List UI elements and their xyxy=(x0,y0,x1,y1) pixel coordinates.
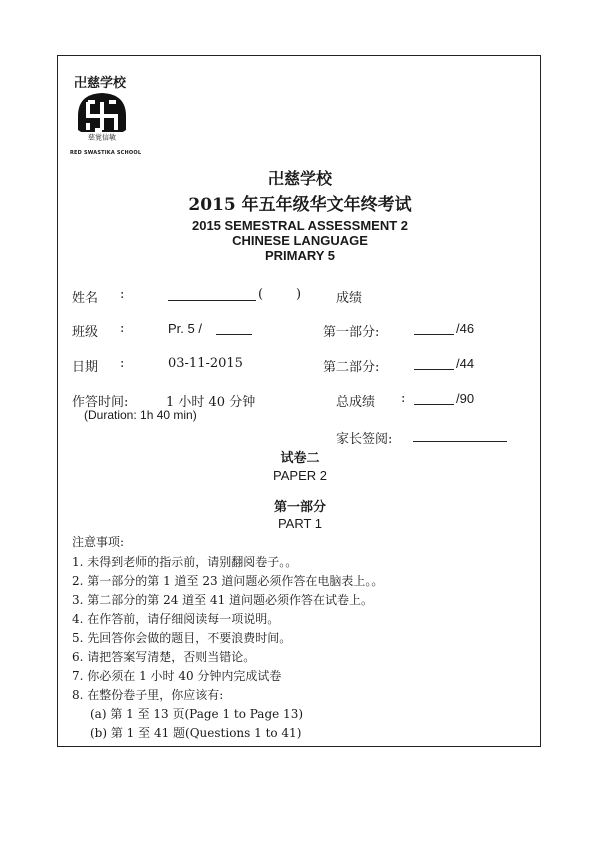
exam-title-en: 2015 SEMESTRAL ASSESSMENT 2 xyxy=(191,218,408,233)
total-label: 总成绩 xyxy=(336,395,376,410)
instruction-item: 6. 请把答案写清楚，否则当错论。 xyxy=(72,650,256,664)
register-number-open: ( xyxy=(258,287,264,302)
score-label: 成绩 xyxy=(336,291,363,306)
total-colon: : xyxy=(401,391,406,406)
instruction-item: 3. 第二部分的第 24 道至 41 道问题必须作答在试卷上。 xyxy=(72,593,374,607)
class-label: 班级 xyxy=(72,325,99,340)
date-value: 03-11-2015 xyxy=(168,356,243,371)
time-label: 作答时间: xyxy=(72,395,129,410)
part1-label: 第一部分: xyxy=(323,325,380,340)
logo-motto: 慈覚信敏 xyxy=(88,133,116,142)
school-title: 卍慈学校 xyxy=(267,169,332,188)
part2-label: 第二部分: xyxy=(323,360,380,375)
instruction-item: 5. 先回答你会做的题目，不要浪费时间。 xyxy=(72,631,292,645)
part2-blank[interactable] xyxy=(414,356,454,374)
instructions-title: 注意事项: xyxy=(72,535,125,549)
date-label: 日期 xyxy=(72,360,99,375)
duration-en: (Duration: 1h 40 min) xyxy=(84,408,197,422)
instructions xyxy=(72,533,383,743)
part-title-cn: 第一部分 xyxy=(273,500,326,515)
part2-total: /44 xyxy=(456,356,475,371)
part1-blank[interactable] xyxy=(414,321,454,339)
instruction-item: 1. 未得到老师的指示前，请别翻阅卷子。。 xyxy=(72,555,298,569)
instruction-item: 8. 在整份卷子里，你应该有: xyxy=(72,688,224,702)
total-total: /90 xyxy=(456,391,475,406)
part1-total: /46 xyxy=(456,321,475,336)
name-label: 姓名 xyxy=(72,291,99,306)
name-colon: : xyxy=(120,287,125,302)
total-blank[interactable] xyxy=(414,391,454,409)
class-blank[interactable] xyxy=(216,321,252,339)
swastika-emblem-icon xyxy=(74,90,130,146)
register-number-close: ) xyxy=(296,287,302,302)
instruction-item: 4. 在作答前，请仔细阅读每一项说明。 xyxy=(72,612,280,626)
exam-title-cn: 2015 年五年级华文年终考试 xyxy=(188,195,412,215)
school-logo xyxy=(70,68,150,163)
level-title: PRIMARY 5 xyxy=(264,248,336,263)
instruction-item: 2. 第一部分的第 1 道至 23 道问题必须作答在电脑表上。。 xyxy=(72,574,384,588)
name-blank[interactable] xyxy=(168,287,256,305)
logo-school-name: 卍慈学校 xyxy=(74,76,127,91)
logo-school-name-en: RED SWASTIKA SCHOOL xyxy=(70,150,142,156)
class-colon: : xyxy=(120,321,125,336)
parent-signature-blank[interactable] xyxy=(413,428,507,446)
subject-title: CHINESE LANGUAGE xyxy=(232,233,368,248)
paper-title-en: PAPER 2 xyxy=(273,468,327,483)
parent-signature-label: 家长签阅: xyxy=(336,432,393,447)
class-value: Pr. 5 / xyxy=(168,321,202,336)
paper-title-cn: 试卷二 xyxy=(280,451,320,466)
part-title-en: PART 1 xyxy=(277,516,323,531)
instruction-item: 7. 你必须在 1 小时 40 分钟内完成试卷 xyxy=(72,669,282,683)
instruction-sub-a: (a) 第 1 至 13 页(Page 1 to Page 13) xyxy=(90,707,304,721)
date-colon: : xyxy=(120,356,125,371)
instruction-sub-b: (b) 第 1 至 41 题(Questions 1 to 41) xyxy=(90,726,302,740)
time-value: 1 小时 40 分钟 xyxy=(166,395,256,410)
